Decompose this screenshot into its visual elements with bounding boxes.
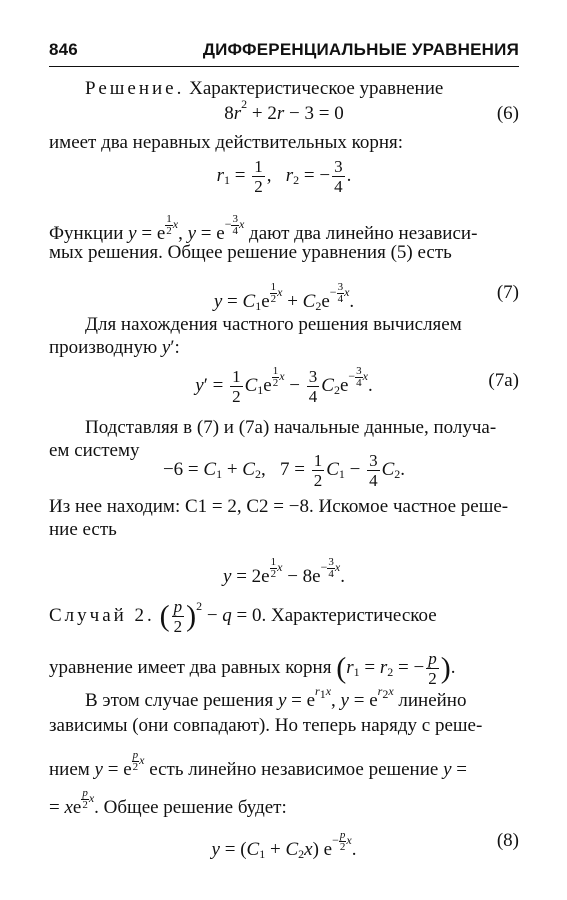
constant-c2: C2 = −8 (246, 496, 309, 517)
functions-line: Функции y = e $^{\frac{1}{2} x}$, $y = e^{- \frac{3}{4} x}$ дают два линейно независи- (49, 213, 478, 245)
found-line-2: ние есть (49, 519, 117, 540)
system-formula: $-6 = C_1 + C_2$, 7 = $\frac{1}{2}$ $C_1$ − $\frac{3}{4}$ $C_2$. (162, 451, 406, 490)
found-line-1-text: Из нее находим: (49, 496, 181, 517)
constant-c1: C1 = 2 (184, 496, 237, 517)
derivative-formula: y′ = $\frac{1}{2}$ $C_1e$ $^{\frac{1}{2} x}$ − $\frac{3}{4}$ $C_2e^{- \frac{3}{4} x}$. (195, 365, 373, 407)
running-title: ДИФФЕРЕНЦИАЛЬНЫЕ УРАВНЕНИЯ (202, 40, 519, 59)
derivative-line-2: производную y′: (49, 337, 180, 358)
solution-intro: Характеристическое уравнение (189, 78, 444, 99)
particular-solution-formula: y = 2e $^{\frac{1}{2} x} - 8e^{- \frac{3}{4} x}$. (223, 556, 345, 588)
general-solution-line: мых решения. Общее решение уравнения (5) есть (49, 242, 452, 263)
substituting-line-1: Подставляя в (7) и (7а) начальные данные, получа- (85, 417, 497, 438)
solution-intro-line (85, 78, 519, 100)
roots-formula: $r_1$ = $\frac{1}{2}$ , $r_2$ = − $\frac{3}{4}$ . (216, 157, 352, 196)
derivative-line-1: Для нахождения частного решения вычисляем (85, 314, 462, 335)
two-roots-line: имеет два неравных действительных корня: (49, 132, 404, 153)
derivative-line-2-text: производную (49, 337, 158, 358)
found-line-1-tail: Искомое частное реше- (318, 496, 509, 517)
dependent-line-3-mid: есть линейно независимое решение (149, 759, 439, 781)
solution-label: Решение. (85, 78, 185, 99)
case-2-line-2: уравнение имеет два равных корня ($r_1 = r_2$ = − $\frac{p}{2}$ ). (49, 649, 456, 688)
repeated-root-solution-formula: $y = (C_1 + C_2x)$ $e^{- \frac{p}{2} x}$. (211, 829, 357, 862)
dependent-line-1-prefix: В этом случае решения (85, 690, 274, 711)
case-2-line: Случай 2. ( $\frac{p}{2}$ )$^2$ − q = 0. Характеристическое (49, 597, 437, 636)
dependent-line-1: В этом случае решения $y = e^{r_1x}$, $y = e^{r_2x}$ линейно (85, 684, 467, 711)
general-solution-formula: $y = C_1e$ $^{\frac{1}{2} x} + C_2e^{- \frac{3}{4} x}$. (213, 281, 355, 314)
characteristic-equation: $8r^2 + 2r - 3 = 0$ (224, 97, 344, 124)
equation-number-7a: (7а) (488, 370, 519, 391)
equation-number-6: (6) (496, 103, 519, 124)
equation-number-8: (8) (496, 830, 519, 851)
functions-suffix: дают два линейно независи- (249, 223, 478, 245)
equation-number-7: (7) (496, 282, 519, 303)
dependent-line-3: нием y = e $^{\frac{p}{2} x}$ есть линейно независимое решение y = (49, 749, 467, 781)
dependent-line-1-suffix: линейно (398, 690, 467, 711)
running-header (49, 40, 519, 67)
case-label: Случай 2. (49, 604, 155, 626)
substituting-line-2: ем систему (49, 440, 140, 461)
dependent-line-4: = xe $^{\frac{p}{2} x}$. Общее решение будет: (49, 787, 287, 819)
dependent-line-2: зависимы (они совпадают). Но теперь наряду с реше- (49, 715, 483, 736)
functions-prefix: Функции (49, 223, 124, 245)
dependent-line-3-prefix: нием (49, 759, 90, 781)
case-line-2-text: уравнение имеет два равных корня (49, 656, 332, 678)
general-solution-intro: . Общее решение будет: (94, 797, 287, 819)
case-tail: Характеристическое (271, 604, 437, 626)
found-line-1: Из нее находим: C1 = 2, C2 = −8. Искомое частное реше- (49, 496, 509, 517)
page-number: 846 (49, 40, 78, 59)
